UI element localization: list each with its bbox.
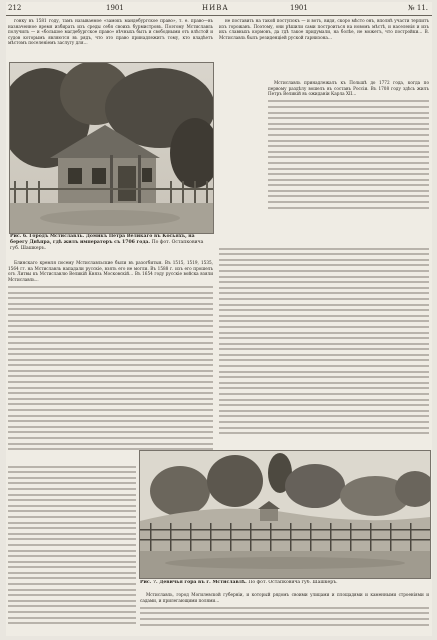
text-column-right-middle [219, 244, 429, 444]
photo-maiden-hill [139, 450, 431, 579]
paragraph: Мстиславль принадлежалъ къ Польшѣ до 1772 года, когда по первому раздѣлу вошелъ въ составъ Россіи. Въ 1708 году здѣсь жилъ Петръ Великій въ ожиданіи Карла XII… [268, 80, 429, 97]
year-left: 1901 [106, 4, 124, 12]
text-column-right-narrow [268, 80, 429, 240]
newspaper-page [6, 2, 432, 636]
photo-peter-house [9, 62, 214, 234]
figure-7-caption-text: Рис. 7. Девичья гора въ г. Мстиславлѣ. [140, 580, 247, 585]
header-rule [6, 15, 432, 16]
page-header [6, 2, 432, 15]
figure-6-caption [10, 234, 213, 258]
text-column-left-lower [8, 462, 136, 634]
photo-peter-house-image [10, 63, 213, 233]
text-column-bottom-right [140, 592, 429, 634]
figure-6-caption-text: Рис. 6. Городъ Мстиславль. Домикъ Петра Великаго въ Косьяхъ, на берегу Днѣпра, гдѣ жилъ императоръ съ 1706 года. [10, 234, 195, 245]
figure-7-caption [140, 580, 430, 590]
photo-maiden-hill-image [140, 451, 430, 578]
issue-number: № 11. [408, 4, 428, 12]
paragraph: гонку въ 1581 году, тамъ называемое «замокъ мандебургское право», т. е. право—въ назначенное время избирать изъ среды себя своихъ бурмистровъ. Поэтому Мстиславль получилъ — и «большое магдебургское право» вѣчныхъ быть и свободными отъ влѣстой и судов которымъ являются въ рядъ, что это право принадлежитъ тому, кто владѣетъ мѣстомъ поселеніемъ заслугу для… [8, 18, 213, 46]
paragraph: Блинскаго кремля посему Мстиславльские были въ разогбитыя. Въ 1515, 1519, 1535, 1564 гг. на Мстиславль нападали русскіе, взять его не могли. Въ 1588 г. изъ его прошелъ огъ Литвы къ Мстиславлю Великій Князь Московскій… Въ 1654 году русскіе войска взяли Мстиславль… [8, 260, 213, 282]
paragraph: Мстиславль, город Могилевской губерніи, и который рядомъ своими улицами и площадями и каменными строеніями и садами, и прилегающими полями… [140, 592, 429, 603]
text-column-left-middle [8, 260, 213, 460]
journal-title: НИВА [202, 4, 229, 12]
year-right: 1901 [290, 4, 308, 12]
figure-6-credit: По фот. Остапковича губ. Шашкеръ. [10, 240, 204, 251]
paragraph: не поставить на такой поступокъ — и вотъ, видя, скоро мѣсто онъ, вполнѣ участи терпитъ изъ горожанъ. Поэтому, они рѣшили сами построиться на новомъ мѣстѣ, и населенія и изъ ихъ славныхъ кормовъ, да гдѣ такое придумали, на болѣе, не можетъ, что постройки… В. Мстиславль былъ резиденціей руской гарнизона… [219, 18, 429, 40]
figure-7-credit: По фот. Остапковича губ. Шашкеръ. [248, 580, 338, 585]
text-column-left-top [8, 18, 213, 60]
text-column-right-top [219, 18, 429, 78]
page-number: 212 [8, 4, 22, 12]
